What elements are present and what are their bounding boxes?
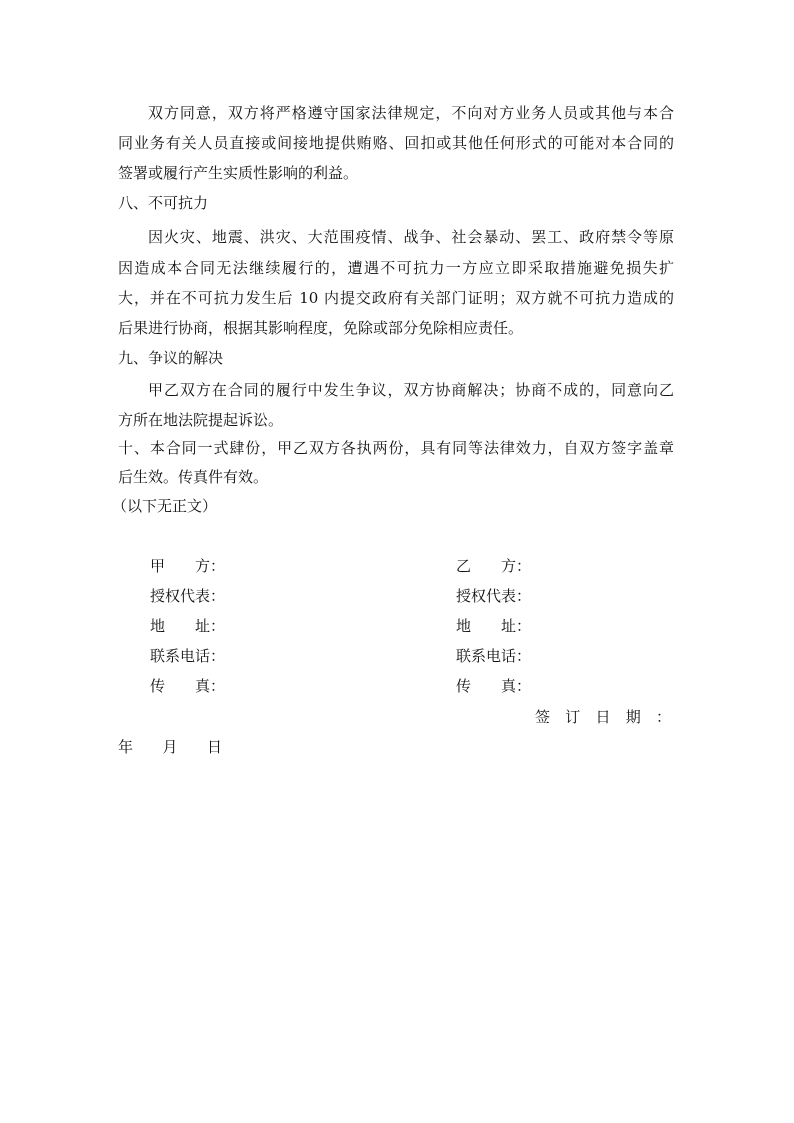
end-note: （以下无正文） [112,497,218,515]
bribery-line-3: 签署或履行产生实质性影响的利益。 [118,164,359,182]
party-b-rep-label: 授权代表： [456,587,532,605]
party-a-phone-label: 联系电话： [150,647,226,665]
party-b-name-label: 乙 方： [456,557,532,575]
bribery-line-2: 同业务有关人员直接或间接地提供贿赂、回扣或其他任何形式的可能对本合同的 [118,134,674,152]
section-9-heading: 九、争议的解决 [118,349,224,367]
section-9-line-2: 方所在地法院提起诉讼。 [118,411,284,429]
party-a-address-label: 地 址： [150,617,226,635]
section-8-line-3: 大，并在不可抗力发生后 10 内提交政府有关部门证明；双方就不可抗力造成的 [118,289,674,307]
sign-date-label: 签订日期： [535,708,671,726]
party-b-fax-label: 传 真： [456,677,532,695]
section-8-line-4: 后果进行协商，根据其影响程度，免除或部分免除相应责任。 [118,319,524,337]
party-a-name-label: 甲 方： [150,557,226,575]
party-a-fax-label: 传 真： [150,677,226,695]
section-8-line-1: 因火灾、地震、洪灾、大范围疫情、战争、社会暴动、罢工、政府禁令等原 [148,228,674,246]
sign-date-ymd: 年月日 [118,738,222,756]
section-10-line-2: 后生效。传真件有效。 [118,468,269,486]
section-9-line-1: 甲乙双方在合同的履行中发生争议，双方协商解决；协商不成的，同意向乙 [148,381,674,399]
party-b-address-label: 地 址： [456,617,532,635]
section-8-line-2: 因造成本合同无法继续履行的，遭遇不可抗力一方应立即采取措施避免损失扩 [118,259,674,277]
party-b-phone-label: 联系电话： [456,647,532,665]
party-a-rep-label: 授权代表： [150,587,226,605]
section-8-heading: 八、不可抗力 [118,194,209,212]
section-10-line-1: 十、本合同一式肆份，甲乙双方各执两份，具有同等法律效力，自双方签字盖章 [118,439,674,457]
bribery-line-1: 双方同意，双方将严格遵守国家法律规定，不向对方业务人员或其他与本合 [148,104,674,122]
